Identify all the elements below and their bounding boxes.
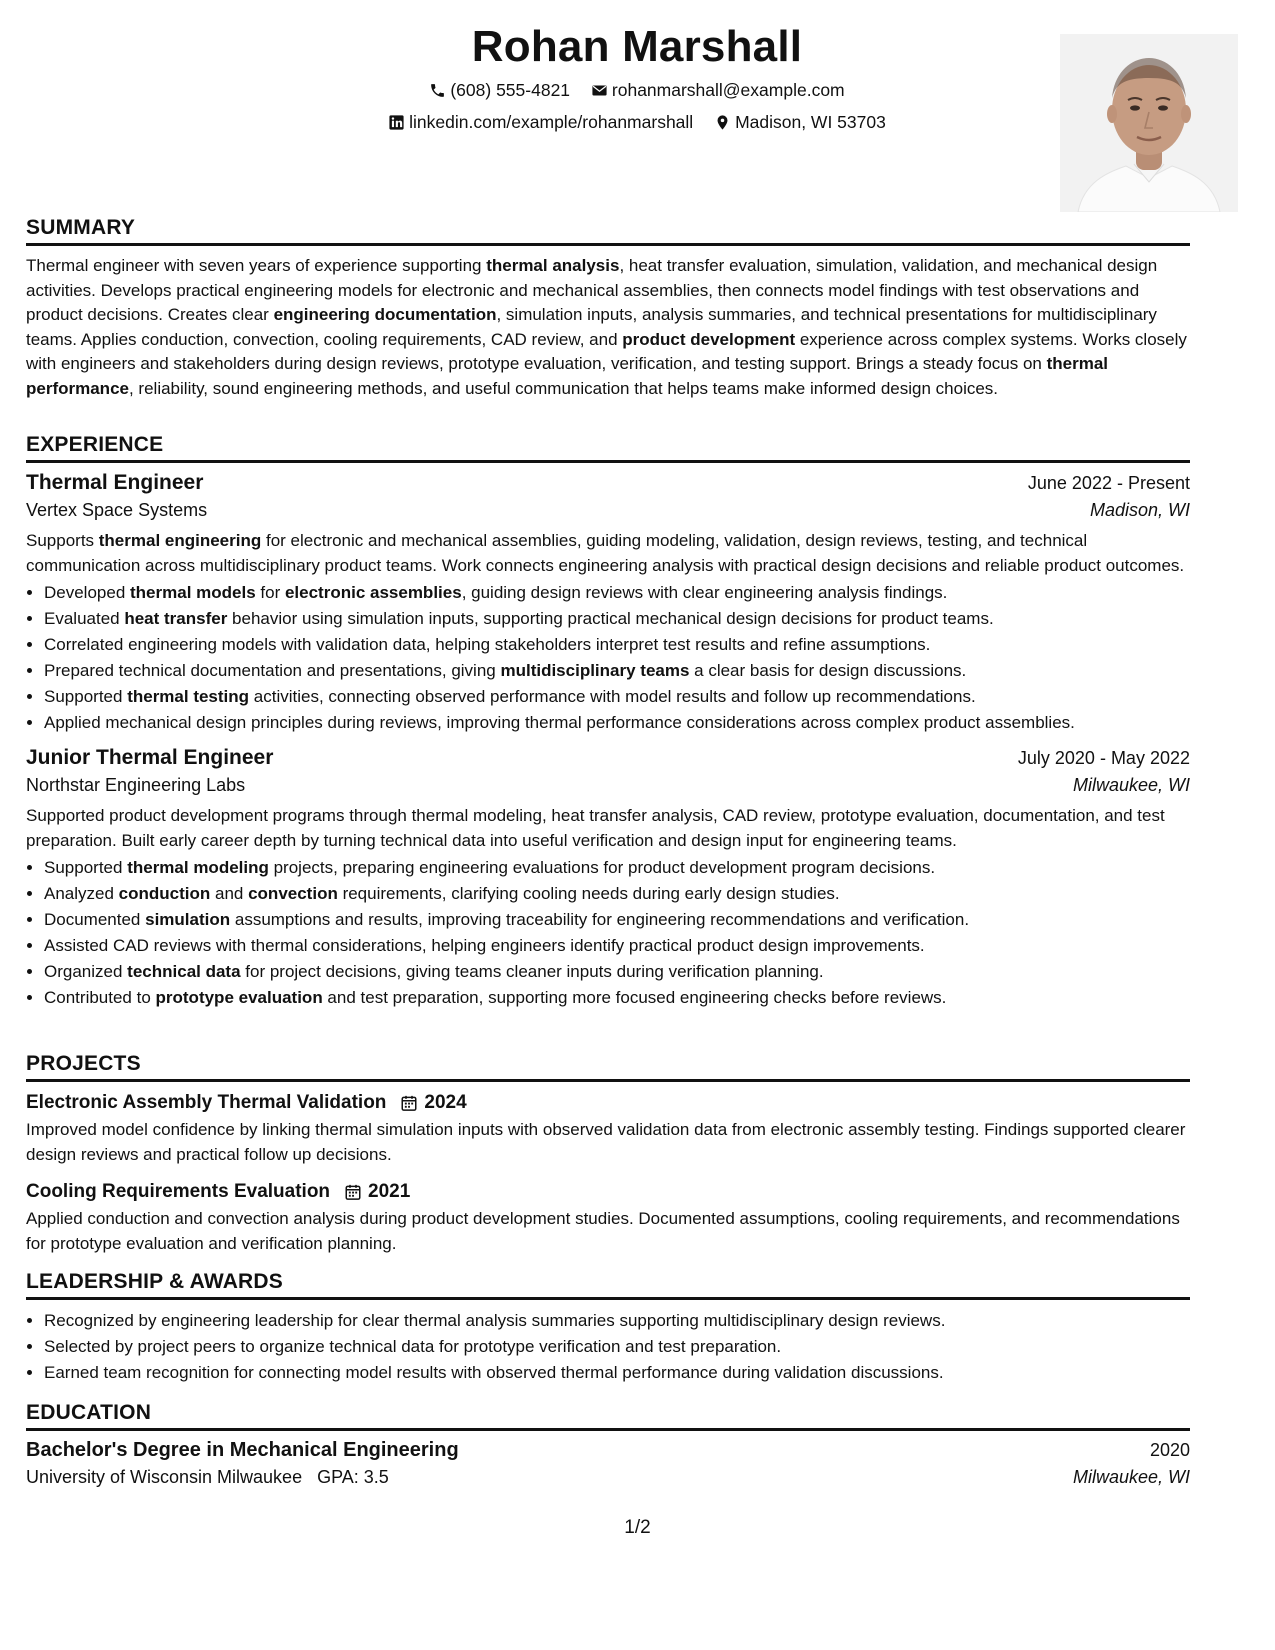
text-run: Thermal engineer with seven years of experience supporting: [26, 256, 487, 275]
list-item: [44, 933, 1190, 959]
text-run: Evaluated: [44, 609, 125, 628]
text-run: , reliability, sound engineering methods, and useful communication that helps teams make informed design choices.: [128, 378, 999, 398]
list-item: • Recognized by engineering leadership for clear thermal analysis summaries supporting multidisciplinary design reviews.: [44, 1308, 1190, 1334]
leadership-section: [26, 1270, 1190, 1386]
bold-keyword: electronic assemblies: [284, 583, 462, 602]
bold-keyword: thermal modeling: [127, 858, 269, 877]
bold-keyword: conduction: [118, 884, 211, 903]
text-run: behavior using simulation inputs, supporting practical mechanical design decisions for product teams.: [227, 609, 994, 628]
job-title: Thermal Engineer: [26, 471, 204, 494]
phone-text: (608) 555-4821: [450, 80, 571, 100]
text-run: for electronic and mechanical assemblies, guiding modeling, validation, design reviews, testing, and technical communication across multidisciplinary product teams. Work connects engineering analysis with practical design decisions and reliable product outcomes.: [26, 531, 1185, 575]
list-item: [44, 881, 1190, 907]
list-item: [44, 580, 1190, 606]
job-title: Junior Thermal Engineer: [26, 746, 274, 769]
bold-keyword: thermal performance: [26, 354, 1109, 398]
bold-keyword: thermal testing: [127, 687, 250, 706]
projects-title: PROJECTS: [26, 1052, 1190, 1082]
profile-photo: [1060, 34, 1238, 212]
bold-keyword: thermal analysis: [486, 256, 620, 275]
job-location: Madison, WI: [1089, 500, 1190, 520]
job-intro: [26, 804, 1190, 853]
text-run: for project decisions, giving teams cleaner inputs during verification planning.: [240, 962, 824, 981]
job-entry: [26, 471, 1190, 736]
project-year: 2021: [368, 1181, 411, 1202]
map-pin-icon: [714, 114, 731, 131]
job-bullets: [26, 855, 1190, 1011]
text-run: experience across complex systems. Works closely with engineers and stakeholders during design reviews, prototype evaluation, verification, and testing support. Brings a steady focus on: [26, 329, 1187, 373]
text-run: Analyzed: [44, 884, 119, 903]
project-entry: [26, 1092, 1190, 1167]
text-run: Documented: [44, 910, 146, 929]
education-year: 2020: [1149, 1440, 1190, 1460]
text-run: Supported product development programs through thermal modeling, heat transfer analysis, CAD review, prototype evaluation, documentation, and test preparation. Built early career depth by turning technical data into useful verification and design input for engineering teams.: [26, 806, 1165, 850]
bold-keyword: technical data: [127, 962, 241, 981]
bold-keyword: thermal models: [130, 583, 256, 602]
project-entry: [26, 1181, 1190, 1256]
calendar-icon: [400, 1094, 418, 1112]
contact-linkedin[interactable]: [388, 112, 693, 133]
education-degree: Bachelor's Degree in Mechanical Engineering: [26, 1439, 459, 1461]
text-run: activities, connecting observed performance with model results and follow up recommendations.: [249, 687, 976, 706]
bold-keyword: prototype evaluation: [155, 988, 323, 1007]
projects-section: [26, 1052, 1190, 1256]
list-item: [44, 632, 1190, 658]
education-gpa: GPA: 3.5: [317, 1467, 389, 1487]
contact-email[interactable]: [591, 80, 845, 101]
contact-phone[interactable]: [429, 80, 570, 101]
text-run: Correlated engineering models with validation data, helping stakeholders interpret test results and refine assumptions.: [44, 635, 931, 654]
list-item: • Selected by project peers to organize technical data for prototype verification and test preparation.: [44, 1334, 1190, 1360]
job-company: Vertex Space Systems: [26, 500, 208, 520]
bold-keyword: thermal engineering: [98, 531, 262, 550]
job-entry: [26, 746, 1190, 1011]
project-year: 2024: [424, 1092, 467, 1113]
leadership-bullets: [26, 1308, 1190, 1386]
text-run: Prepared technical documentation and presentations, giving: [44, 661, 501, 680]
text-run: Developed: [44, 583, 131, 602]
text-run: for: [255, 583, 285, 602]
list-item: [44, 684, 1190, 710]
text-run: , simulation inputs, analysis summaries, and technical presentations for multidisciplinary teams. Applies conduction, convection, cooling requirements, CAD review, and: [26, 305, 1157, 349]
phone-icon: [429, 82, 446, 99]
bold-keyword: heat transfer: [124, 609, 228, 628]
bold-keyword: multidisciplinary teams: [500, 661, 690, 680]
text-run: and: [210, 884, 249, 903]
calendar-icon: [344, 1183, 362, 1201]
list-item: • Earned team recognition for connecting model results with observed thermal performance during validation discussions.: [44, 1360, 1190, 1386]
list-item: [44, 658, 1190, 684]
job-date: July 2020 - May 2022: [1017, 748, 1190, 768]
job-location: Milwaukee, WI: [1072, 775, 1190, 795]
education-location: Milwaukee, WI: [1072, 1467, 1190, 1487]
summary-text: [26, 254, 1190, 401]
list-item: [44, 985, 1190, 1011]
experience-title: EXPERIENCE: [26, 433, 1190, 463]
linkedin-text: linkedin.com/example/rohanmarshall: [409, 112, 694, 132]
linkedin-icon: [388, 114, 405, 131]
text-run: Supported: [44, 687, 128, 706]
summary-section: [26, 216, 1190, 401]
project-description: Applied conduction and convection analysis during product development studies. Documented assumptions, cooling requirements, and recommendations for prototype evaluation and verification planning.: [26, 1209, 1180, 1253]
email-text: rohanmarshall@example.com: [611, 80, 845, 100]
experience-section: [26, 433, 1190, 1011]
text-run: Supports: [26, 531, 99, 550]
contact-location: [714, 112, 886, 133]
bold-keyword: simulation: [145, 910, 231, 929]
text-run: Contributed to: [44, 988, 156, 1007]
resume-page: [26, 0, 1248, 1487]
resume-header: [26, 0, 1248, 228]
education-school-line: [26, 1467, 389, 1488]
project-name: Electronic Assembly Thermal Validation: [26, 1092, 387, 1113]
education-title: EDUCATION: [26, 1401, 1190, 1431]
text-run: assumptions and results, improving traceability for engineering recommendations and verification.: [230, 910, 970, 929]
project-description: Improved model confidence by linking thermal simulation inputs with observed validation data from electronic assembly testing. Findings supported clearer design reviews and practical follow up decisions.: [26, 1120, 1186, 1164]
text-run: and test preparation, supporting more focused engineering checks before reviews.: [322, 988, 947, 1007]
bold-keyword: product development: [622, 329, 796, 349]
leadership-title: LEADERSHIP & AWARDS: [26, 1270, 1190, 1300]
envelope-icon: [591, 82, 608, 99]
list-item: [44, 907, 1190, 933]
job-bullets: [26, 580, 1190, 736]
location-text: Madison, WI 53703: [735, 112, 886, 132]
list-item: [44, 606, 1190, 632]
text-run: projects, preparing engineering evaluations for product development program decisions.: [268, 858, 936, 877]
text-run: Applied mechanical design principles during reviews, improving thermal performance considerations across complex product assemblies.: [44, 713, 1075, 732]
job-intro: [26, 529, 1190, 578]
list-item: [44, 959, 1190, 985]
bold-keyword: convection: [248, 884, 338, 903]
text-run: requirements, clarifying cooling needs during early design studies.: [337, 884, 840, 903]
education-section: [26, 1401, 1190, 1488]
text-run: , heat transfer evaluation, simulation, validation, and mechanical design activities. Develops practical engineering models for electronic and mechanical assemblies, then connects model findings with test observations and product decisions. Creates clear: [26, 256, 1158, 324]
summary-title: SUMMARY: [26, 216, 1190, 246]
job-date: June 2022 - Present: [1027, 473, 1190, 493]
text-run: Assisted CAD reviews with thermal considerations, helping engineers identify practical product design improvements.: [44, 936, 925, 955]
list-item: [44, 710, 1190, 736]
text-run: Organized: [44, 962, 128, 981]
list-item: [44, 855, 1190, 881]
portrait-image: [1060, 34, 1238, 212]
text-run: a clear basis for design discussions.: [689, 661, 967, 680]
candidate-name: Rohan Marshall: [471, 22, 803, 71]
bold-keyword: engineering documentation: [273, 305, 497, 324]
text-run: Supported: [44, 858, 128, 877]
text-run: , guiding design reviews with clear engineering analysis findings.: [461, 583, 948, 602]
job-company: Northstar Engineering Labs: [26, 775, 246, 795]
education-school: University of Wisconsin Milwaukee: [26, 1467, 303, 1487]
page-number: 1/2: [624, 1517, 651, 1538]
project-name: Cooling Requirements Evaluation: [26, 1181, 331, 1202]
